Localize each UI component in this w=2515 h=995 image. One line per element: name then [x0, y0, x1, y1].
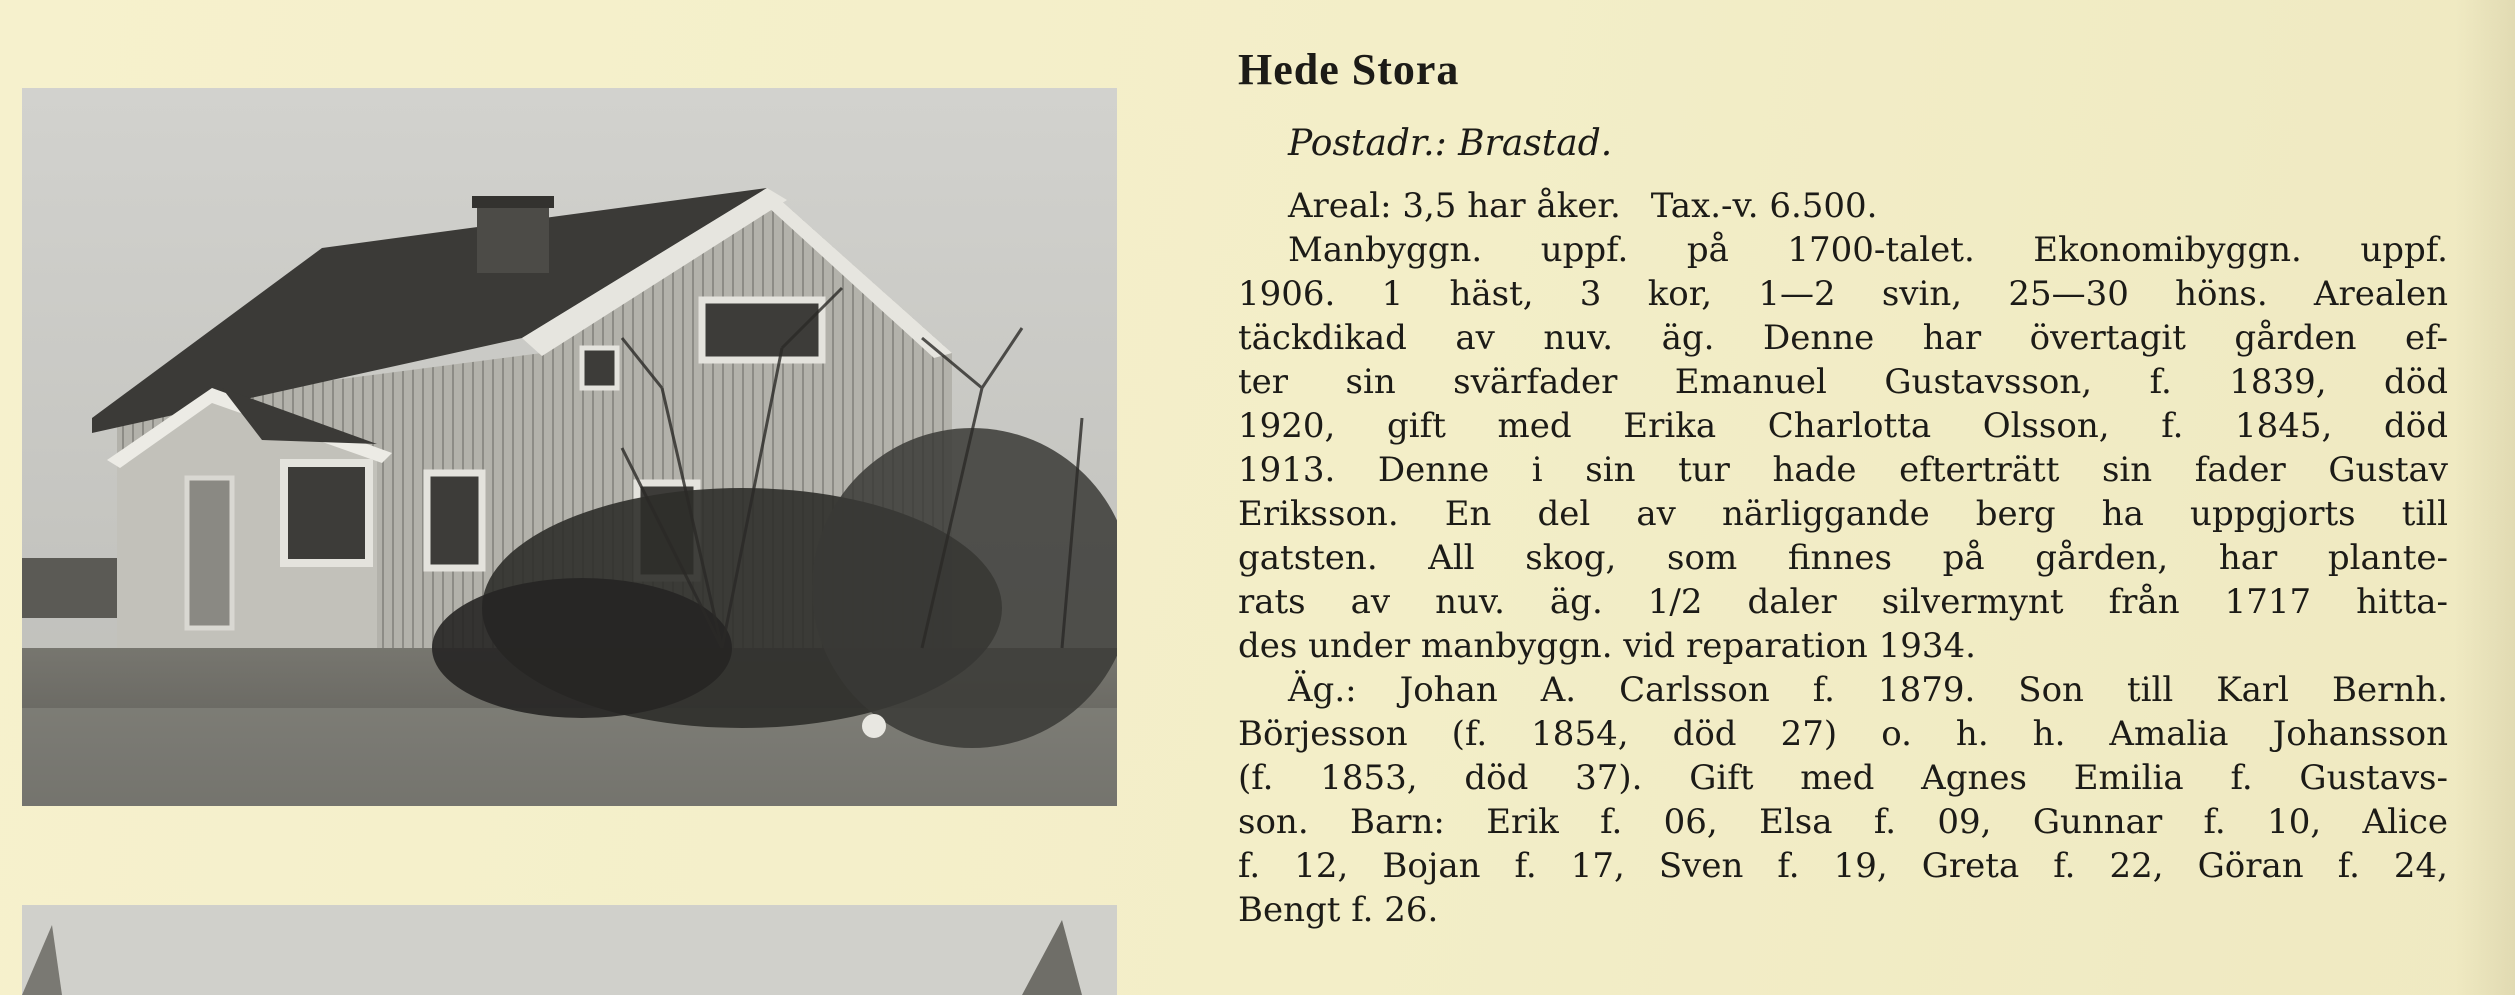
farmhouse-illustration — [22, 88, 1117, 806]
owner-line: (f. 1853, död 37). Gift med Agnes Emilia f. Gustavs- — [1238, 758, 2448, 798]
description-line: des under manbyggn. vid reparation 1934. — [1238, 626, 1976, 666]
chimney — [477, 203, 549, 273]
entry-title: Hede Stora — [1238, 45, 1460, 94]
front-door — [187, 478, 232, 628]
owner-line: Börjesson (f. 1854, död 27) o. h. h. Amalia Johansson — [1238, 714, 2448, 754]
owner-line: son. Barn: Erik f. 06, Elsa f. 09, Gunnar f. 10, Alice — [1238, 802, 2448, 842]
description-line: Manbyggn. uppf. på 1700-talet. Ekonomibyggn. uppf. — [1288, 230, 2448, 270]
entry-text — [1238, 44, 2448, 932]
description-line: 1906. 1 häst, 3 kor, 1—2 svin, 25—30 höns. Arealen — [1238, 274, 2448, 314]
ball — [862, 714, 886, 738]
description-line: Eriksson. En del av närliggande berg ha uppgjorts till — [1238, 494, 2448, 534]
description-line: gatsten. All skog, som finnes på gården, har plante- — [1238, 538, 2448, 578]
owner-line: f. 12, Bojan f. 17, Sven f. 19, Greta f. 22, Göran f. 24, — [1238, 846, 2448, 886]
attic-window — [702, 300, 822, 360]
description-line: rats av nuv. äg. 1/2 daler silvermynt från 1717 hitta- — [1238, 582, 2448, 622]
area-value: Areal: 3,5 har åker. — [1288, 186, 1621, 226]
description-line: täckdikad av nuv. äg. Denne har övertagit gården ef- — [1238, 318, 2448, 358]
description-line: 1920, gift med Erika Charlotta Olsson, f. 1845, död — [1238, 406, 2448, 446]
farmhouse-photo — [22, 88, 1117, 806]
postal-address: Postadr.: Brastad. — [1288, 123, 1613, 164]
page-fold-shadow — [2455, 0, 2515, 995]
description-paragraph — [1238, 228, 2448, 668]
description-line: 1913. Denne i sin tur hade efterträtt sin fader Gustav — [1238, 450, 2448, 490]
description-line: ter sin svärfader Emanuel Gustavsson, f. 1839, död — [1238, 362, 2448, 402]
distant-trees — [22, 558, 132, 618]
owner-line: Bengt f. 26. — [1238, 890, 1439, 930]
second-photo-illustration — [22, 905, 1117, 995]
window — [284, 463, 369, 563]
owner-line: Äg.: Johan A. Carlsson f. 1879. Son till Karl Bernh. — [1288, 670, 2448, 710]
area-line — [1288, 184, 2448, 228]
second-photo-top-edge — [22, 905, 1117, 995]
owner-paragraph — [1238, 668, 2448, 932]
tax-value: Tax.-v. 6.500. — [1650, 186, 1878, 226]
window — [427, 473, 482, 568]
